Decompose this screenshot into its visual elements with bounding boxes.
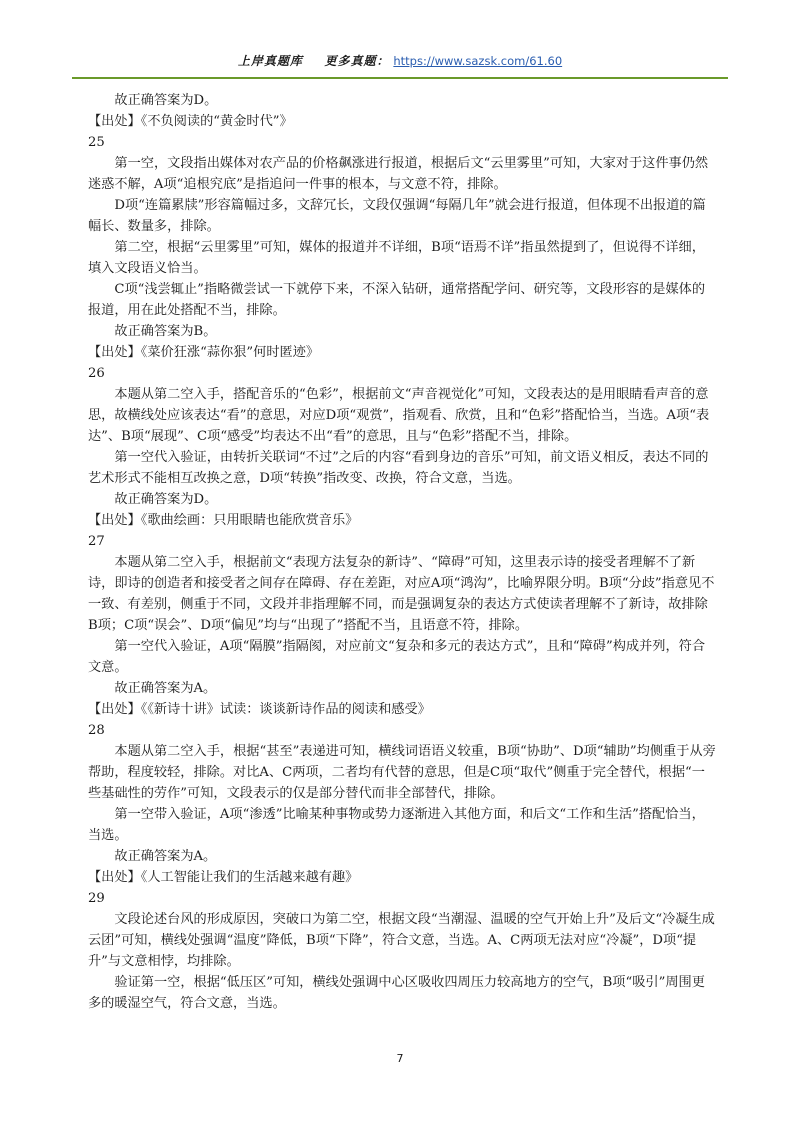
question-number: 28 [88,723,105,738]
question-number: 29 [88,891,105,906]
paragraph: 故正确答案为D。 [114,492,218,507]
paragraph: 故正确答案为A。 [114,849,217,864]
paragraph: 第一空带入验证，A项“渗透”比喻某种事物或势力逐渐进入其他方面，和后文“工作和生活”搭配恰当，当选。 [88,807,705,843]
source-line: 【出处】《不负阅读的“黄金时代”》 [88,114,293,129]
paragraph: 本题从第二空入手，搭配音乐的“色彩”，根据前文“声音视觉化”可知，文段表达的是用眼睛看声音的意思，故横线处应该表达“看”的意思，对应D项“观赏”，指观看、欣赏，且和“色彩”搭配恰当，当选。A项“表达”、B项“展现”、C项“感受”均表达不出“看”的意思，且与“色彩”搭配不当，排除。 [88,387,710,444]
page-number: 7 [396,1052,404,1065]
source-line: 【出处】《菜价狂涨“蒜你狠”何时匿迹》 [88,345,320,360]
paragraph: 文段论述台风的形成原因，突破口为第二空，根据文段“当潮湿、温暖的空气开始上升”及后文“冷凝生成云团”可知，横线处强调“温度”降低，B项“下降”，符合文意，当选。A、C两项无法对应“冷凝”，D项“提升”与文意相悖，均排除。 [88,912,715,969]
paragraph: 验证第一空，根据“低压区”可知，横线处强调中心区吸收四周压力较高地方的空气，B项“吸引”周围更多的暖湿空气，符合文意，当选。 [88,975,705,1011]
source-line: 【出处】《歌曲绘画：只用眼睛也能欣赏音乐》 [88,513,359,528]
paragraph: 故正确答案为A。 [114,681,217,696]
paragraph: 第一空代入验证，由转折关联词“不过”之后的内容“看到身边的音乐”可知，前文语义相反，表达不同的艺术形式不能相互改换之意，D项“转换”指改变、改换，符合文意，当选。 [88,450,709,486]
question-number: 25 [88,135,105,150]
header-brand: 上岸真题库 [237,54,303,68]
paragraph: 第二空，根据“云里雾里”可知，媒体的报道并不详细，B项“语焉不详”指虽然提到了，但说得不详细，填入文段语义恰当。 [88,240,705,276]
question-number: 26 [88,366,105,381]
document-body [88,90,716,1014]
header-more-label: 更多真题： [324,54,390,68]
paragraph: 第一空，文段指出媒体对农产品的价格飙涨进行报道，根据后文“云里雾里”可知，大家对于这件事仍然迷惑不解，A项“追根究底”是指追问一件事的根本，与文意不符，排除。 [88,156,709,192]
paragraph: C项“浅尝辄止”指略微尝试一下就停下来，不深入钻研，通常搭配学问、研究等，文段形容的是媒体的报道，用在此处搭配不当，排除。 [88,282,706,318]
paragraph: 故正确答案为B。 [114,324,217,339]
paragraph: 第一空代入验证，A项“隔膜”指隔阂，对应前文“复杂和多元的表达方式”，且和“障碍”构成并列，符合文意。 [88,639,706,675]
paragraph: 本题从第二空入手，根据“甚至”表递进可知，横线词语语义较重，B项“协助”、D项“辅助”均侧重于从旁帮助，程度较轻，排除。对比A、C两项，二者均有代替的意思，但是C项“取代”侧重于完全替代，根据“一些基础性的劳作”可知，文段表示的仅是部分替代而非全部替代，排除。 [88,744,716,801]
paragraph: D项“连篇累牍”形容篇幅过多，文辞冗长，文段仅强调“每隔几年”就会进行报道，但体现不出报道的篇幅长、数量多，排除。 [88,198,706,234]
question-number: 27 [88,534,105,549]
page-header [72,52,728,76]
header-rule [72,77,728,79]
paragraph: 故正确答案为D。 [114,93,218,108]
source-line: 【出处】《人工智能让我们的生活越来越有趣》 [88,870,359,885]
paragraph: 本题从第二空入手，根据前文“表现方法复杂的新诗”、“障碍”可知，这里表示诗的接受者理解不了新诗，即诗的创造者和接受者之间存在障碍、存在差距，对应A项“鸿沟”，比喻界限分明。B项“分歧”指意见不一致、有差别，侧重于不同，文段并非指理解不同，而是强调复杂的表达方式使读者理解不了新诗，故排除B项；C项“误会”、D项“偏见”均与“出现了”搭配不当，且语意不符，排除。 [88,555,715,633]
source-line: 【出处】《《新诗十讲》试读：谈谈新诗作品的阅读和感受》 [88,702,431,717]
header-url-link[interactable]: https://www.sazsk.com/61.60 [393,54,563,68]
